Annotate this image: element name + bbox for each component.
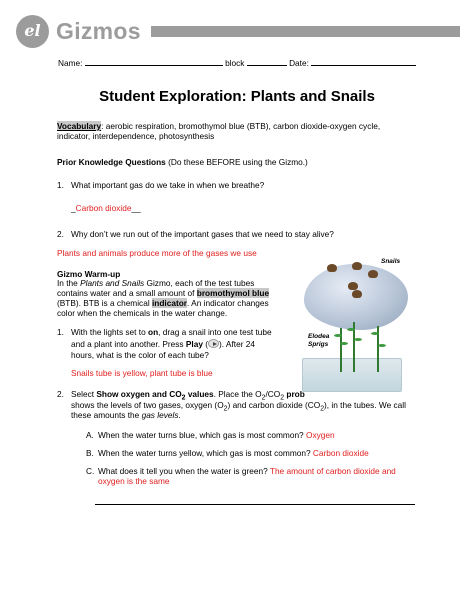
elodea-leaf [371,332,379,335]
warmup-q1-line-3: hours, what is the color of each tube? [71,350,209,360]
q2-l1-d: . Place the O [213,389,262,399]
warmup-line-4: color when the chemicals in the water change. [57,308,228,318]
gas-levels-term: gas levels [141,410,179,420]
elodea-leaf [334,334,342,337]
q1-l2-c: ( [202,339,209,349]
prior-q1-text: What important gas do we take in when we breathe? [71,180,265,190]
q2a-answer: Oxygen [305,430,335,440]
vocabulary-line-1 [57,121,380,131]
q2b-answer: Carbon dioxide [312,448,369,458]
a1-text: Carbon dioxide [75,203,132,213]
q2-l3-c: . [178,410,181,420]
elodea-leaf [347,328,355,331]
block-label: block [225,58,245,68]
q2b-question: When the water turns yellow, which gas is most common? [98,448,313,458]
warmup-line-2 [57,288,269,298]
snails-label: Snails [381,258,401,265]
prior-a2[interactable]: Plants and animals produce more of the gases we use [57,248,257,258]
warmup-q1-line-2 [71,339,255,349]
prior-knowledge-note: (Do these BEFORE using the Gizmo.) [165,157,308,167]
q2-l1-sub: 2 [181,394,186,402]
answer-line [95,504,415,505]
q2c-line-1[interactable] [98,466,396,476]
q1-play: Play [185,339,203,349]
q2-l2-sub2: 2 [320,405,325,413]
student-info-line [58,58,416,68]
warmup-l1-a: In the [57,278,81,288]
warmup-l3-a: (BTB). BTB is a chemical [57,298,152,308]
snail-icon [368,270,378,278]
page-title: Student Exploration: Plants and Snails [99,88,375,105]
warmup-heading: Gizmo Warm-up [57,269,121,279]
btb-term: bromothymol blue [196,288,270,298]
q2-l1-b: Show oxygen and CO [96,389,182,399]
indicator-term: indicator [151,298,188,308]
gizmo-name: Plants and Snails [80,278,145,288]
q2c-answer-1: The amount of carbon dioxide and [269,466,396,476]
q2-l2-sub: 2 [223,405,228,413]
q2-l2-c: ), in the tubes. We call [324,400,406,410]
q2-l3-a: these amounts the [71,410,142,420]
date-field[interactable] [311,58,416,66]
a1-suffix: __ [131,203,141,213]
vocabulary-terms-2: indicator, interdependence, photosynthesis [57,131,215,141]
q1-l2-d: ). After 24 [219,339,255,349]
gizmos-header [16,15,460,49]
q2c-letter: C. [86,466,95,476]
warmup-line-3 [57,298,269,308]
q1-on: on [148,327,159,337]
q2-line-3 [71,410,181,420]
prior-q2-number: 2. [57,229,64,239]
name-field[interactable] [85,58,223,66]
elodea-label-2: Sprigs [308,341,329,348]
q2a-line[interactable] [98,430,335,440]
warmup-l2-a: contains water and a small amount of [57,288,197,298]
snail-icon [327,264,337,272]
warmup-a1[interactable]: Snails tube is yellow, plant tube is blue [71,368,213,378]
prior-knowledge-heading-line [57,157,308,167]
vocabulary-label: Vocabulary [57,121,102,131]
warmup-q1-line-1 [71,327,272,337]
gizmos-logo-icon [16,15,49,48]
q2-l1-sub2: 2 [261,394,266,402]
a1-prefix: _ [71,203,76,213]
q2-l2: shows the levels of two gases, oxygen (O [71,400,224,410]
warmup-l3-c: . An indicator changes [187,298,269,308]
q2c-answer-2[interactable]: oxygen is the same [98,476,170,486]
q1-l1-c: , drag a snail into one test tube [158,327,272,337]
q2-l1-f: prob [284,389,305,399]
play-icon [208,339,219,348]
q2-l1-a: Select [71,389,97,399]
q1-l2-a: and a plant into another. Press [71,339,186,349]
snail-icon [352,290,362,298]
warmup-line-1 [57,278,254,288]
elodea-leaf [378,344,386,347]
warmup-q1-number: 1. [57,327,64,337]
date-label: Date: [289,58,309,68]
brand-name: Gizmos [56,18,141,44]
prior-knowledge-heading: Prior Knowledge Questions [57,157,166,167]
prior-q1-number: 1. [57,180,64,190]
elodea-leaf [354,338,362,341]
q2-show-values [96,389,214,402]
q2a-letter: A. [86,430,94,440]
warmup-l1-c: Gizmo, each of the test tubes [144,278,255,288]
logo-glyph: el [24,21,41,40]
q2-l1-c: values [185,389,214,399]
q2-l1-sub3: 2 [280,394,285,402]
prior-q2-text: Why don’t we run out of the important gases that we need to stay alive? [71,229,334,239]
q2b-line[interactable] [98,448,369,458]
block-field[interactable] [247,58,287,66]
snail-icon [352,262,362,270]
q2c-question: What does it tell you when the water is green? [98,466,270,476]
q2b-letter: B. [86,448,94,458]
q1-l1-a: With the lights set to [71,327,149,337]
snail-icon [348,282,358,290]
prior-a1[interactable] [71,203,141,213]
q2a-question: When the water turns blue, which gas is most common? [98,430,306,440]
vocabulary-terms-1: : aerobic respiration, bromothymol blue (BTB), carbon dioxide-oxygen cycle, [101,121,381,131]
elodea-leaf [340,342,348,345]
elodea-tank-illustration [302,358,402,392]
q2-l2-b: ) and carbon dioxide (CO [227,400,321,410]
q2-l1-e: /CO [265,389,281,399]
q2-number: 2. [57,389,64,399]
header-bar [151,26,460,37]
name-label: Name: [58,58,83,68]
elodea-label-1: Elodea [308,333,330,340]
